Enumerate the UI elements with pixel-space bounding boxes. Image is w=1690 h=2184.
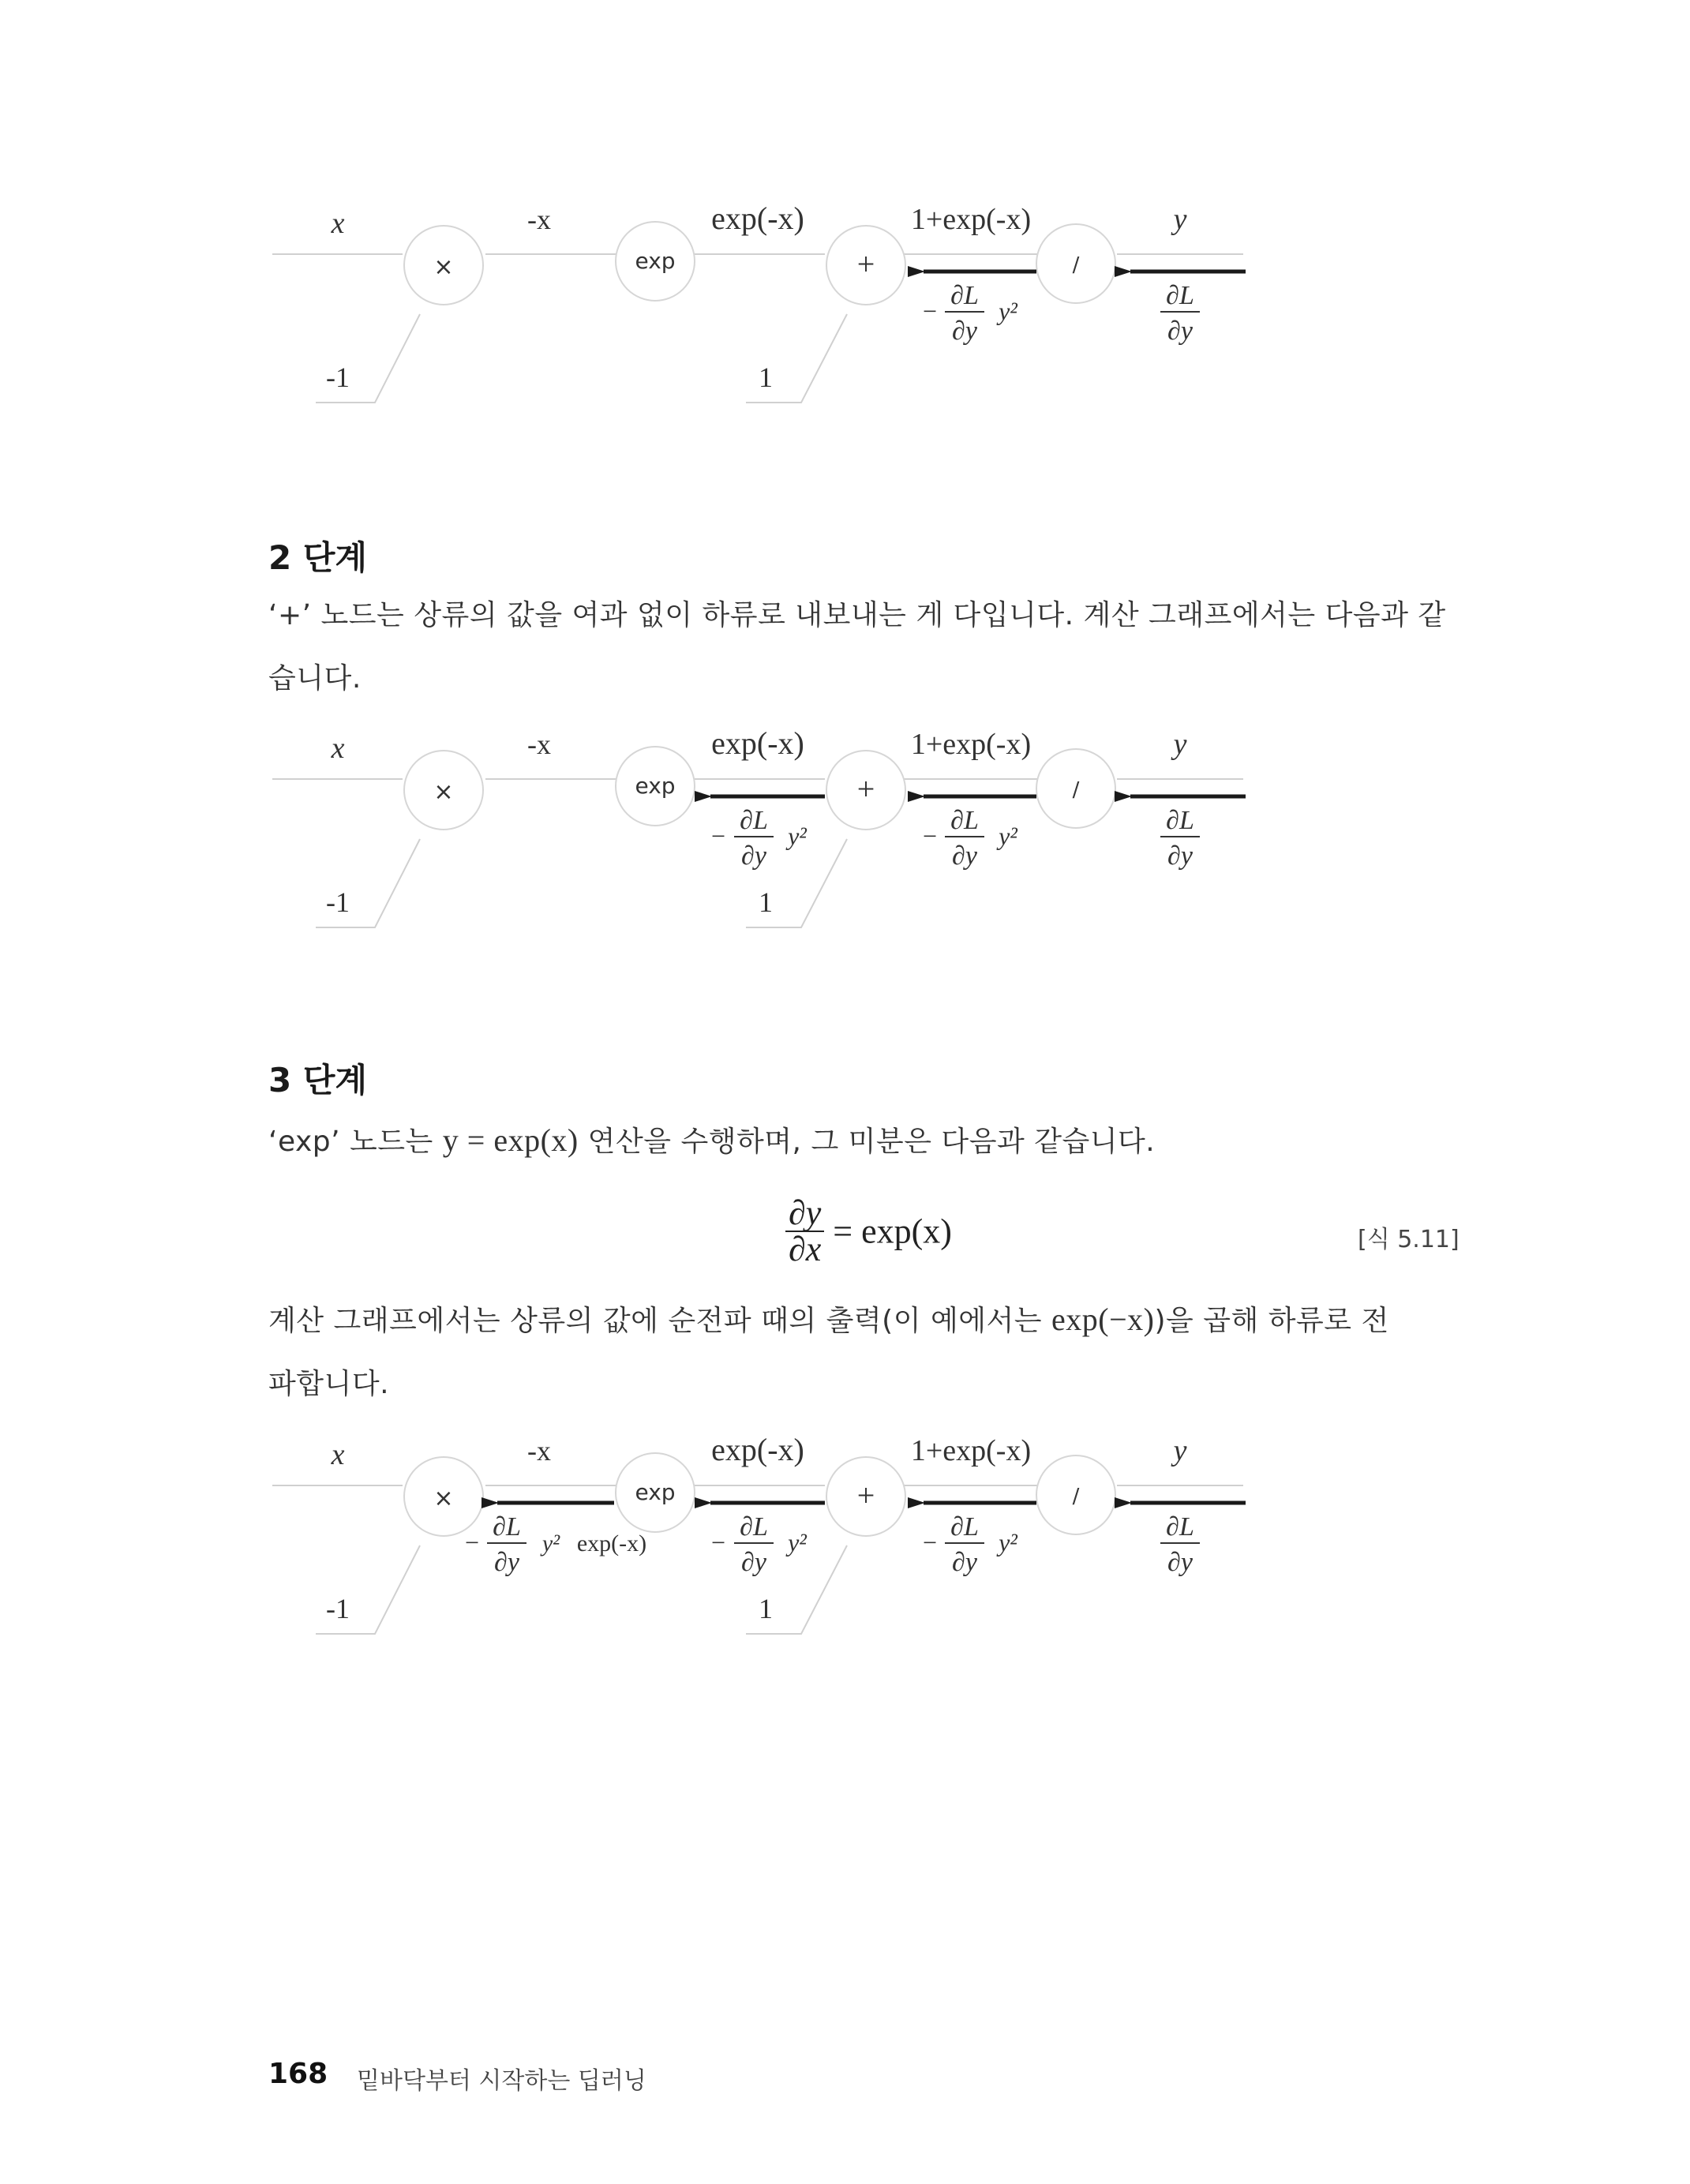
svg-text:1: 1 bbox=[759, 886, 773, 918]
svg-text:∂L: ∂L bbox=[493, 1512, 521, 1542]
svg-text:−: − bbox=[922, 822, 938, 850]
svg-text:/: / bbox=[1072, 1485, 1080, 1508]
svg-text:∂L: ∂L bbox=[950, 1512, 979, 1542]
svg-text:∂y: ∂y bbox=[952, 1548, 977, 1577]
svg-text:∂y: ∂y bbox=[952, 841, 977, 871]
svg-text:×: × bbox=[433, 1485, 454, 1512]
svg-text:∂y: ∂y bbox=[1167, 841, 1193, 871]
svg-text:∂y: ∂y bbox=[952, 317, 977, 346]
svg-text:exp(-x): exp(-x) bbox=[711, 725, 804, 761]
inline-math-exp-neg-x: exp(−x) bbox=[1051, 1302, 1155, 1337]
computational-graph-step3 bbox=[0, 1421, 1690, 1658]
x-label: x bbox=[331, 207, 345, 240]
svg-text:/: / bbox=[1072, 778, 1080, 802]
svg-text:exp: exp bbox=[635, 773, 676, 799]
exp-label: exp bbox=[635, 248, 676, 274]
y-label: y bbox=[1173, 203, 1187, 236]
step2-paragraph bbox=[268, 584, 1468, 710]
svg-text:∂y: ∂y bbox=[1167, 1548, 1193, 1577]
equation-number: [식 5.11] bbox=[1358, 1226, 1460, 1253]
step2-heading: 2 단계 bbox=[268, 538, 367, 577]
svg-text:-x: -x bbox=[527, 729, 551, 760]
svg-text:1: 1 bbox=[759, 1593, 773, 1624]
svg-text:-1: -1 bbox=[326, 886, 350, 918]
svg-text:∂L: ∂L bbox=[1166, 806, 1194, 835]
svg-text:-1: -1 bbox=[326, 1593, 350, 1624]
svg-text:∂L: ∂L bbox=[1166, 281, 1194, 310]
svg-text:∂L: ∂L bbox=[950, 806, 979, 835]
step2-line2: 습니다. bbox=[268, 662, 362, 695]
svg-text:exp(-x): exp(-x) bbox=[576, 1530, 647, 1557]
svg-text:y²: y² bbox=[788, 1528, 807, 1557]
svg-text:−: − bbox=[710, 1528, 726, 1557]
svg-text:y: y bbox=[1173, 1434, 1187, 1467]
svg-text:+: + bbox=[856, 1478, 875, 1513]
svg-text:1+exp(-x): 1+exp(-x) bbox=[910, 1434, 1032, 1467]
svg-text:y²: y² bbox=[999, 1528, 1017, 1557]
svg-text:x: x bbox=[331, 1438, 345, 1471]
svg-text:∂y: ∂y bbox=[741, 1548, 766, 1577]
svg-text:∂y: ∂y bbox=[494, 1548, 519, 1577]
book-title: 밑바닥부터 시작하는 딥러닝 bbox=[357, 2067, 646, 2095]
one-plus-exp-label: 1+exp(-x) bbox=[910, 203, 1032, 236]
inline-math-y-exp-x: y = exp(x) bbox=[442, 1122, 579, 1158]
computational-graph-step1 bbox=[0, 189, 1690, 426]
one-label: 1 bbox=[759, 362, 773, 393]
svg-text:x: x bbox=[331, 732, 345, 765]
step3-intro: ‘exp’ 노드는 y = exp(x) 연산을 수행하며, 그 미분은 다음과 같습니다. bbox=[268, 1122, 1156, 1158]
svg-text:∂L: ∂L bbox=[950, 281, 979, 310]
step2-line1: ‘+’ 노드는 상류의 값을 여과 없이 하류로 내보내는 게 다입니다. 계산 그래프에서는 다음과 같 bbox=[268, 599, 1446, 631]
svg-text:−: − bbox=[464, 1528, 480, 1557]
svg-text:−: − bbox=[922, 297, 938, 325]
svg-text:−: − bbox=[710, 822, 726, 850]
step3-paragraph: 계산 그래프에서는 상류의 값에 순전파 때의 출력(이 예에서는 exp(−x))을 곱해 하류로 전 파합니다. bbox=[268, 1302, 1389, 1400]
svg-text:exp: exp bbox=[635, 1479, 676, 1505]
add-symbol: + bbox=[856, 246, 875, 282]
div-symbol: / bbox=[1072, 253, 1080, 277]
svg-text:y²: y² bbox=[999, 297, 1017, 325]
svg-text:y²: y² bbox=[788, 822, 807, 850]
svg-text:−: − bbox=[922, 1528, 938, 1557]
svg-text:∂L: ∂L bbox=[740, 1512, 768, 1542]
svg-text:∂y: ∂y bbox=[741, 841, 766, 871]
svg-text:×: × bbox=[433, 778, 454, 806]
neg-one-label: -1 bbox=[326, 362, 350, 393]
exp-neg-x-label: exp(-x) bbox=[711, 200, 804, 236]
svg-text:+: + bbox=[856, 771, 875, 807]
svg-text:y: y bbox=[1173, 728, 1187, 761]
svg-text:∂L: ∂L bbox=[1166, 1512, 1194, 1542]
derivative-fraction: $\frac{\partial y}{\partial x}$ bbox=[785, 1196, 824, 1267]
svg-text:y²: y² bbox=[541, 1530, 560, 1557]
svg-text:exp(-x): exp(-x) bbox=[711, 1432, 804, 1467]
svg-text:-x: -x bbox=[527, 1435, 551, 1467]
svg-text:y²: y² bbox=[999, 822, 1017, 850]
equation-5-11: $\frac{\partial y}{\partial x}$ = exp(x) bbox=[785, 1196, 952, 1267]
computational-graph-step2 bbox=[0, 714, 1690, 951]
page-number: 168 bbox=[268, 2058, 328, 2090]
neg-x-label: -x bbox=[527, 204, 551, 235]
svg-text:∂y: ∂y bbox=[1167, 317, 1193, 346]
svg-text:1+exp(-x): 1+exp(-x) bbox=[910, 728, 1032, 761]
mul-symbol: × bbox=[433, 253, 454, 281]
step3-heading: 3 단계 bbox=[268, 1061, 367, 1099]
svg-text:∂L: ∂L bbox=[740, 806, 768, 835]
